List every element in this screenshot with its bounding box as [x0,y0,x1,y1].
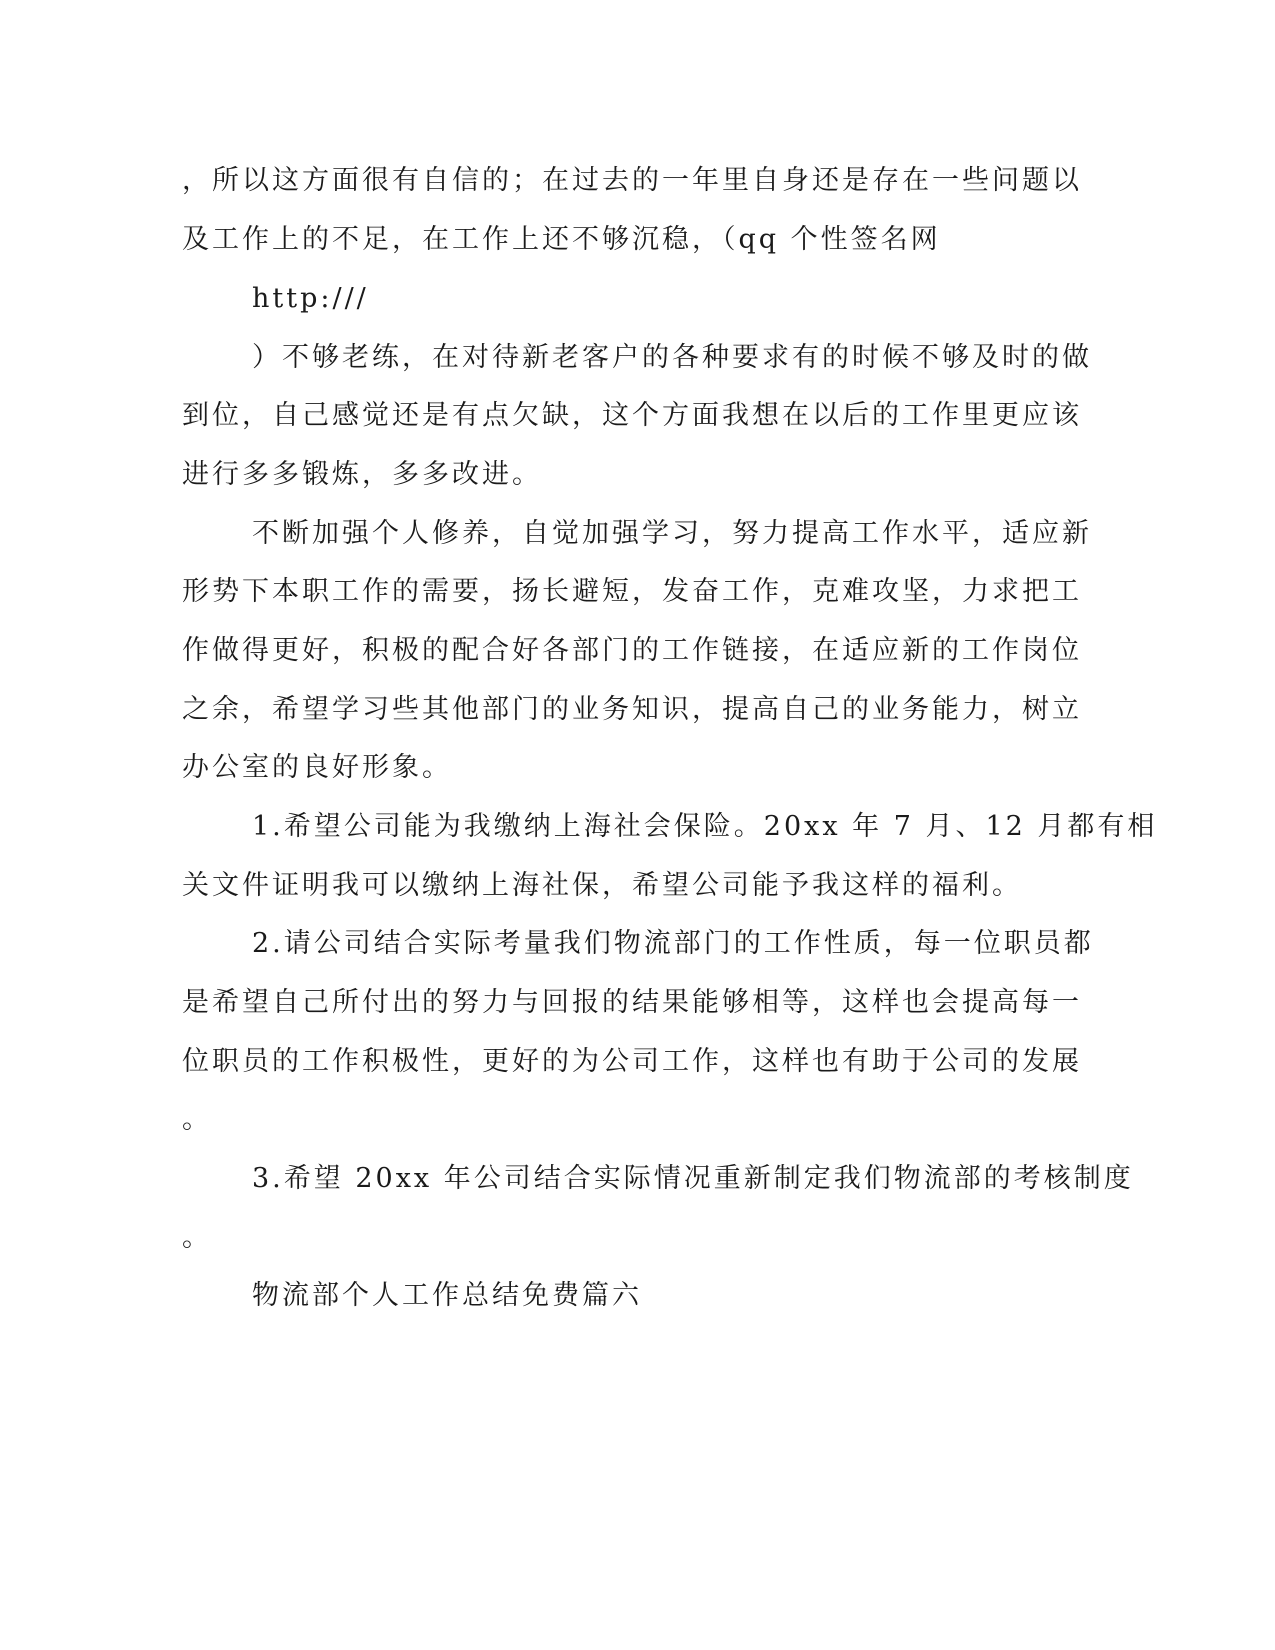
text-line: 之余，希望学习些其他部门的业务知识，提高自己的业务能力，树立 [182,694,1082,725]
text-line: 办公室的良好形象。 [182,752,452,783]
text-line: 是希望自己所付出的努力与回报的结果能够相等，这样也会提高每一 [182,987,1082,1018]
text-line: 作做得更好，积极的配合好各部门的工作链接，在适应新的工作岗位 [182,635,1082,666]
list-item-2: 2.请公司结合实际考量我们物流部门的工作性质，每一位职员都 [252,928,1094,959]
text-line: 。 [182,1222,212,1253]
text-line: 进行多多锻炼，多多改进。 [182,459,542,490]
url-line: http:/// [252,283,369,314]
text-line: 形势下本职工作的需要，扬长避短，发奋工作，克难攻坚，力求把工 [182,576,1082,607]
list-item-3: 3.希望 20xx 年公司结合实际情况重新制定我们物流部的考核制度 [252,1163,1134,1194]
text-line: 。 [182,1104,212,1135]
text-line: 关文件证明我可以缴纳上海社保，希望公司能予我这样的福利。 [182,870,1022,901]
text-line: ）不够老练，在对待新老客户的各种要求有的时候不够及时的做 [252,342,1092,373]
text-line: 及工作上的不足，在工作上还不够沉稳，（qq 个性签名网 [182,224,941,255]
text-line: 到位，自己感觉还是有点欠缺，这个方面我想在以后的工作里更应该 [182,400,1082,431]
paragraph-first-line: 不断加强个人修养，自觉加强学习，努力提高工作水平，适应新 [252,518,1092,549]
text-line: ，所以这方面很有自信的；在过去的一年里自身还是存在一些问题以 [182,165,1082,196]
section-heading: 物流部个人工作总结免费篇六 [252,1280,642,1311]
list-item-1: 1.希望公司能为我缴纳上海社会保险。20xx 年 7 月、12 月都有相 [252,811,1158,842]
text-line: 位职员的工作积极性，更好的为公司工作，这样也有助于公司的发展 [182,1046,1082,1077]
